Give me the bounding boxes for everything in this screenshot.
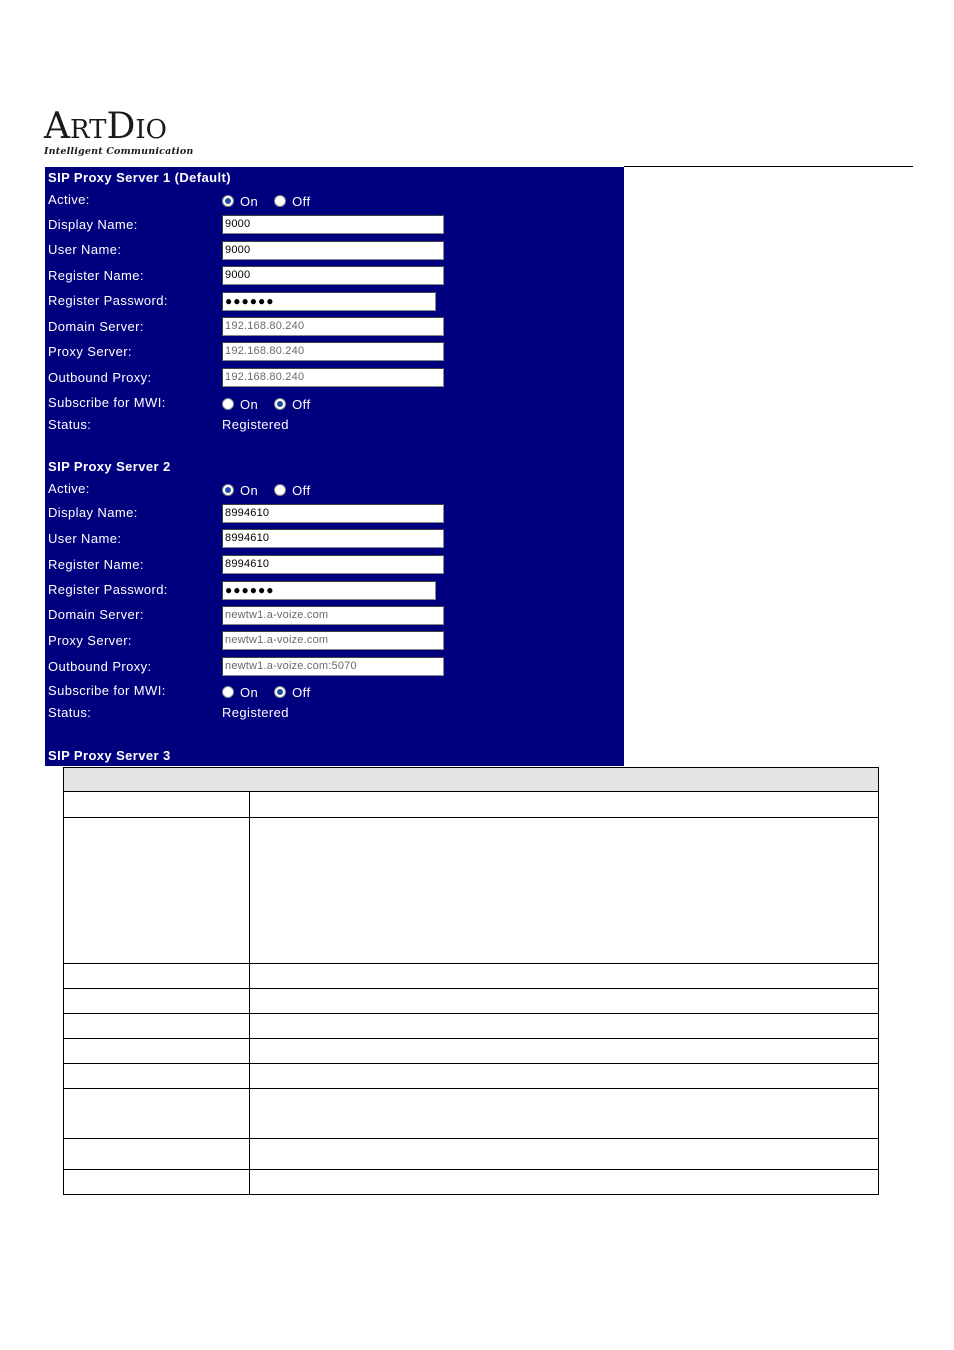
server2-proxy-server-input[interactable]: newtw1.a-voize.com bbox=[222, 631, 444, 650]
radio-label-off: Off bbox=[292, 482, 311, 498]
server2-register-password-label: Register Password: bbox=[48, 582, 168, 597]
table-cell bbox=[250, 964, 879, 989]
table-cell bbox=[64, 1039, 250, 1064]
server1-register-name-input[interactable]: 9000 bbox=[222, 266, 444, 285]
server1-register-name-label: Register Name: bbox=[48, 268, 144, 283]
table-row bbox=[64, 818, 879, 964]
server1-status-value: Registered bbox=[222, 417, 289, 432]
table-cell bbox=[64, 1064, 250, 1089]
server2-user-name-input[interactable]: 8994610 bbox=[222, 529, 444, 548]
server1-mwi-label: Subscribe for MWI: bbox=[48, 395, 166, 410]
table-cell bbox=[64, 1089, 250, 1139]
server2-active-radio-group bbox=[222, 482, 326, 498]
header-rule bbox=[624, 166, 913, 167]
server2-register-name-label: Register Name: bbox=[48, 557, 144, 572]
table-cell bbox=[250, 1089, 879, 1139]
radio-label-on: On bbox=[240, 396, 259, 412]
server2-proxy-server-label: Proxy Server: bbox=[48, 633, 132, 648]
radio-label-on: On bbox=[240, 193, 259, 209]
server2-title: SIP Proxy Server 2 bbox=[48, 459, 171, 474]
server2-active-label: Active: bbox=[48, 481, 90, 496]
server1-outbound-proxy-label: Outbound Proxy: bbox=[48, 370, 152, 385]
server1-proxy-server-label: Proxy Server: bbox=[48, 344, 132, 359]
table-row bbox=[64, 1170, 879, 1195]
table-cell bbox=[64, 964, 250, 989]
server1-register-password-input[interactable]: ●●●●●● bbox=[222, 292, 436, 311]
server1-mwi-off-radio[interactable] bbox=[274, 398, 286, 410]
table-cell bbox=[250, 1064, 879, 1089]
server2-outbound-proxy-input[interactable]: newtw1.a-voize.com:5070 bbox=[222, 657, 444, 676]
server2-display-name-label: Display Name: bbox=[48, 505, 138, 520]
table-cell bbox=[250, 1139, 879, 1170]
server1-domain-server-label: Domain Server: bbox=[48, 319, 144, 334]
server1-active-on-radio[interactable] bbox=[222, 195, 234, 207]
server2-mwi-label: Subscribe for MWI: bbox=[48, 683, 166, 698]
server1-register-password-label: Register Password: bbox=[48, 293, 168, 308]
logo-wordmark: ARTDIO bbox=[44, 106, 167, 147]
table-row bbox=[64, 964, 879, 989]
table-cell bbox=[64, 1014, 250, 1039]
server1-domain-server-input[interactable]: 192.168.80.240 bbox=[222, 317, 444, 336]
server2-mwi-off-radio[interactable] bbox=[274, 686, 286, 698]
table-row bbox=[64, 1014, 879, 1039]
server2-active-off-radio[interactable] bbox=[274, 484, 286, 496]
server2-active-on-radio[interactable] bbox=[222, 484, 234, 496]
server2-register-password-input[interactable]: ●●●●●● bbox=[222, 581, 436, 600]
sip-settings-panel bbox=[45, 167, 624, 766]
radio-label-off: Off bbox=[292, 684, 311, 700]
table-cell bbox=[250, 818, 879, 964]
server1-display-name-label: Display Name: bbox=[48, 217, 138, 232]
server2-register-name-input[interactable]: 8994610 bbox=[222, 555, 444, 574]
radio-label-off: Off bbox=[292, 396, 311, 412]
table-header-cell bbox=[64, 768, 879, 792]
server1-active-radio-group bbox=[222, 193, 326, 209]
server2-mwi-on-radio[interactable] bbox=[222, 686, 234, 698]
server1-mwi-radio-group bbox=[222, 396, 326, 412]
server1-active-label: Active: bbox=[48, 192, 90, 207]
artdio-logo bbox=[44, 106, 194, 160]
server1-mwi-on-radio[interactable] bbox=[222, 398, 234, 410]
logo-tagline: Intelligent Communication bbox=[44, 146, 194, 157]
radio-label-off: Off bbox=[292, 193, 311, 209]
server2-user-name-label: User Name: bbox=[48, 531, 122, 546]
server3-title: SIP Proxy Server 3 bbox=[48, 748, 171, 763]
table-row bbox=[64, 1089, 879, 1139]
server2-domain-server-input[interactable]: newtw1.a-voize.com bbox=[222, 606, 444, 625]
description-table bbox=[63, 767, 879, 1195]
table-cell bbox=[64, 989, 250, 1014]
radio-label-on: On bbox=[240, 482, 259, 498]
table-cell bbox=[250, 792, 879, 818]
table-header-row bbox=[64, 768, 879, 792]
table-row bbox=[64, 1064, 879, 1089]
server2-status-label: Status: bbox=[48, 705, 92, 720]
table-cell bbox=[64, 818, 250, 964]
server2-status-value: Registered bbox=[222, 705, 289, 720]
table-row bbox=[64, 792, 879, 818]
server2-domain-server-label: Domain Server: bbox=[48, 607, 144, 622]
table-cell bbox=[250, 1039, 879, 1064]
server1-proxy-server-input[interactable]: 192.168.80.240 bbox=[222, 342, 444, 361]
server1-user-name-label: User Name: bbox=[48, 242, 122, 257]
table-cell bbox=[250, 1170, 879, 1195]
table-cell bbox=[250, 989, 879, 1014]
table-row bbox=[64, 989, 879, 1014]
table-cell bbox=[250, 1014, 879, 1039]
server1-outbound-proxy-input[interactable]: 192.168.80.240 bbox=[222, 368, 444, 387]
table-cell bbox=[64, 1170, 250, 1195]
server1-status-label: Status: bbox=[48, 417, 92, 432]
server2-display-name-input[interactable]: 8994610 bbox=[222, 504, 444, 523]
table-row bbox=[64, 1139, 879, 1170]
server1-user-name-input[interactable]: 9000 bbox=[222, 241, 444, 260]
radio-label-on: On bbox=[240, 684, 259, 700]
server1-active-off-radio[interactable] bbox=[274, 195, 286, 207]
server2-outbound-proxy-label: Outbound Proxy: bbox=[48, 659, 152, 674]
table-cell bbox=[64, 1139, 250, 1170]
server1-display-name-input[interactable]: 9000 bbox=[222, 215, 444, 234]
table-row bbox=[64, 1039, 879, 1064]
server1-title: SIP Proxy Server 1 (Default) bbox=[48, 170, 231, 185]
server2-mwi-radio-group bbox=[222, 684, 326, 700]
table-cell bbox=[64, 792, 250, 818]
